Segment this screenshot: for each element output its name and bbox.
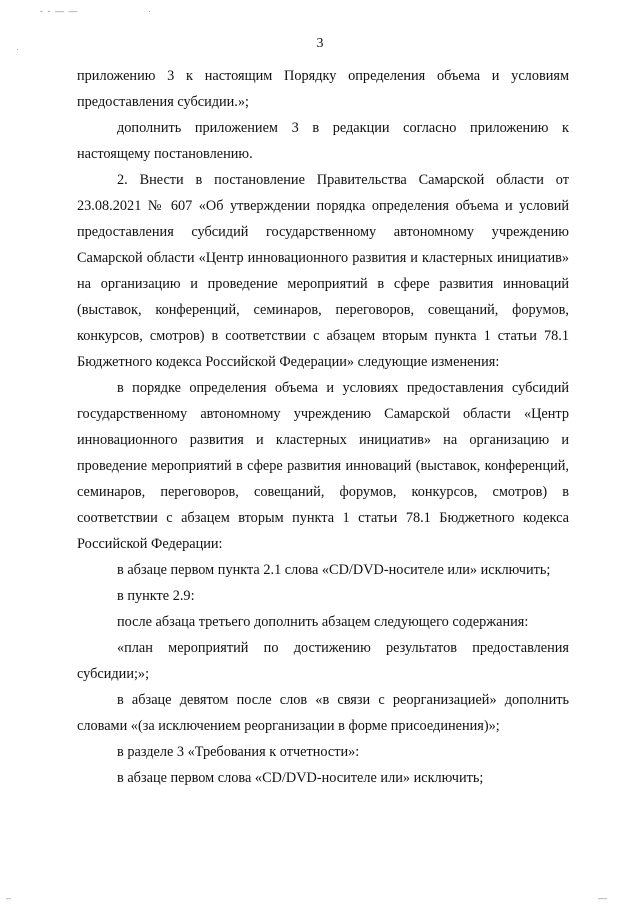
- paragraph-continuation: приложению 3 к настоящим Порядку определения объема и условиям предоставления субсидии.»;: [77, 68, 569, 110]
- paragraph-first-abzats: в абзаце первом слова «CD/DVD-носителе или» исключить;: [117, 770, 484, 786]
- scan-artifact-bottom-right: —: [598, 893, 607, 903]
- paragraph-clause-2-9: в пункте 2.9:: [117, 588, 195, 604]
- scan-artifact-top-left: - - — —: [40, 6, 79, 16]
- paragraph-add-appendix: дополнить приложением 3 в редакции согласно приложению к настоящему постановлению.: [77, 120, 569, 162]
- paragraph-plan-quote: «план мероприятий по достижению результатов предоставления субсидии;»;: [77, 640, 569, 682]
- paragraph-section-3: в разделе 3 «Требования к отчетности»:: [117, 744, 360, 760]
- scan-artifact-left: ·: [16, 44, 19, 54]
- paragraph-procedure: в порядке определения объема и условиях предоставления субсидий государственному автономному учреждению Самарской области «Центр инновационного развития и кластерных инициатив» на организацию и проведение мероприятий в сфере развития инноваций (выставок, конференций, семинаров, переговоров, совещаний, форумов, конкурсов, смотров) в соответствии с абзацем вторым пункта 1 статьи 78.1 Бюджетного кодекса Российской Федерации:: [77, 380, 569, 552]
- document-body: [77, 63, 569, 791]
- paragraph-add-after-third: после абзаца третьего дополнить абзацем следующего содержания:: [117, 614, 529, 630]
- scan-artifact-bottom-left: –: [6, 893, 12, 903]
- page-number: 3: [316, 36, 324, 51]
- paragraph-ninth-abzats: в абзаце девятом после слов «в связи с реорганизацией» дополнить словами «(за исключением реорганизации в форме присоединения)»;: [77, 692, 569, 734]
- paragraph-clause-2-1: в абзаце первом пункта 2.1 слова «CD/DVD-носителе или» исключить;: [117, 562, 551, 578]
- scan-artifact-top: ·: [148, 6, 151, 16]
- paragraph-item-2: 2. Внести в постановление Правительства Самарской области от 23.08.2021 № 607 «Об утверждении порядка определения объема и условий предоставления субсидий государственному автономному учреждению Самарской области «Центр инновационного развития и кластерных инициатив» на организацию и проведение мероприятий в сфере развития инноваций (выставок, конференций, семинаров, переговоров, совещаний, форумов, конкурсов, смотров) в соответствии с абзацем вторым пункта 1 статьи 78.1 Бюджетного кодекса Российской Федерации» следующие изменения:: [77, 172, 569, 370]
